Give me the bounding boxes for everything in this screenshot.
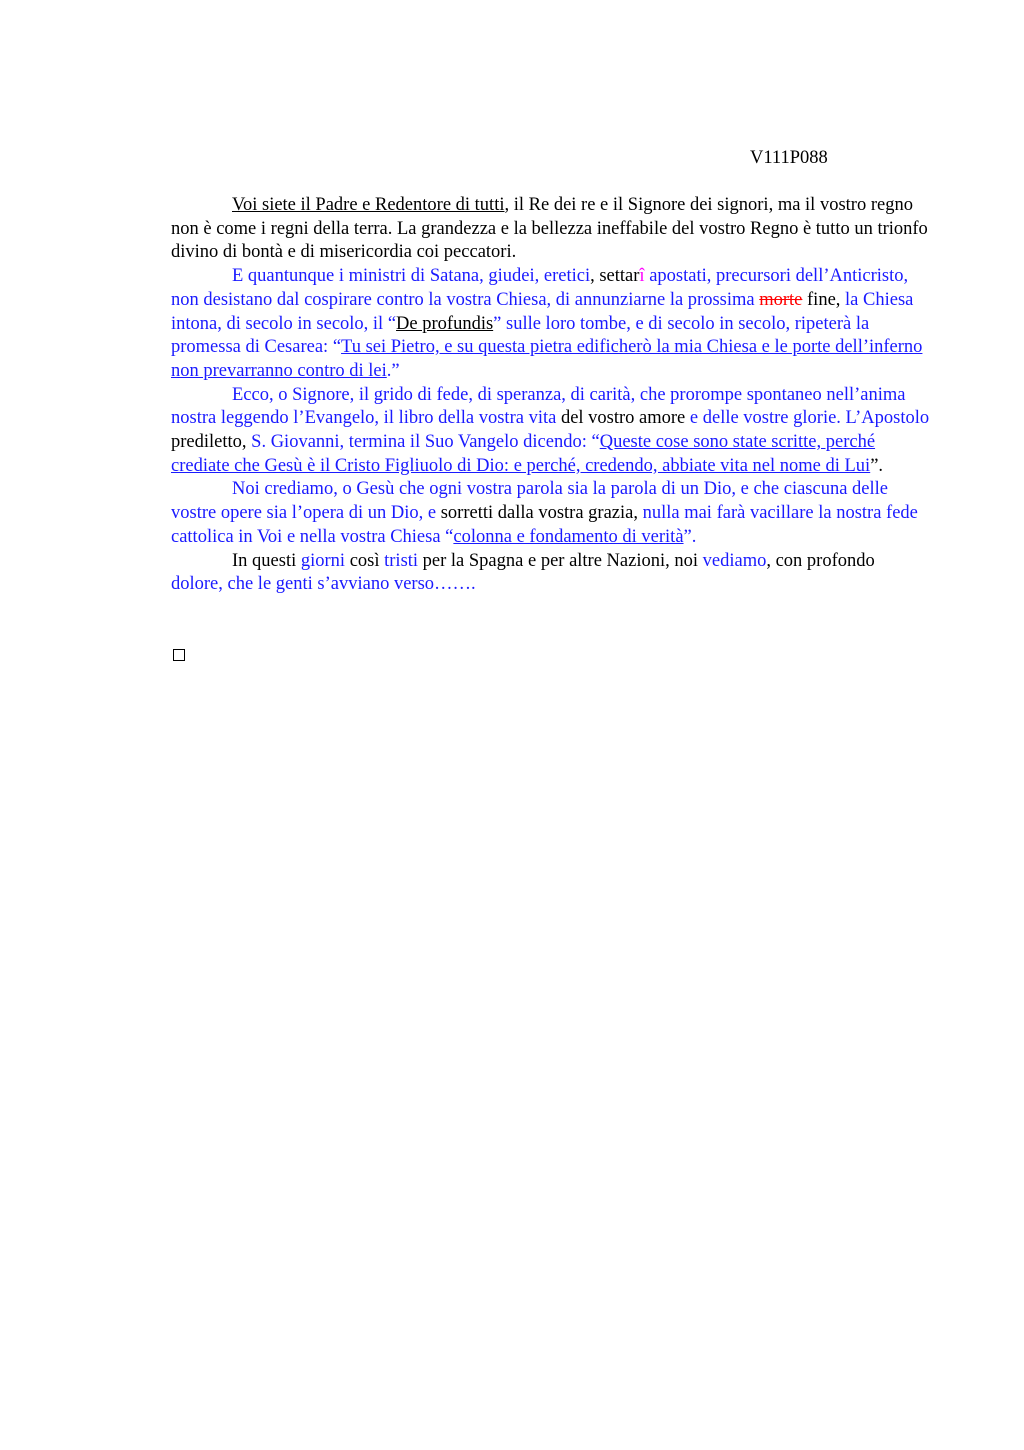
paragraph-4: [171, 478, 931, 549]
text-run: Noi crediamo, o Gesù che ogni vostra parola sia la parola di un Dio, e che ciascuna delle vostre opere sia l’opera di un Dio, e: [171, 479, 889, 524]
text-run: e delle vostre glorie. L’Apostolo: [689, 408, 930, 429]
paragraph-2: [171, 265, 931, 384]
quote-text-run: Tu sei Pietro, e su questa pietra edificherò la mia Chiesa e le porte dell’inferno non prevarranno contro di lei: [171, 337, 923, 381]
text-run: dolore, che le genti s’avviano verso…….: [171, 574, 476, 595]
text-run: ”.: [683, 526, 697, 547]
text-run: vediamo: [702, 550, 767, 571]
text-run: nulla mai farà vacillare la nostra fede cattolica in Voi e nella vostra Chiesa “: [171, 503, 918, 547]
text-run: tristi: [384, 550, 419, 571]
text-run: apostati, precursori dell’Anticristo, non desistano dal cospirare contro la vostra Chiesa, di annunziarne la prossima: [171, 266, 909, 310]
deleted-text-run: morte: [759, 289, 803, 310]
text-run: S. Giovanni, termina il Suo Vangelo dicendo: “: [251, 432, 600, 453]
text-run: In questi: [232, 550, 301, 571]
paragraph-5: [171, 550, 931, 597]
text-run: fine,: [802, 289, 846, 310]
page-id: V111P088: [750, 148, 828, 168]
quote-text-run: colonna e fondamento di verità: [453, 526, 684, 547]
text-run: De profundis: [396, 313, 494, 334]
text-run: sorretti dalla vostra grazia,: [436, 503, 643, 524]
text-run: , il Re dei re e il Signore dei signori, ma il vostro regno non è come i regni della terra. La grandezza e la bellezza ineffabile del vostro Regno è tutto un trionfo divino di bontà e di misericordia coi peccatori.: [171, 195, 928, 263]
paragraph-3: [171, 384, 931, 479]
text-run: î: [639, 266, 645, 287]
text-run: la Chiesa intona, di secolo in secolo, il “: [171, 289, 914, 334]
text-run: E quantunque i ministri di Satana, giudei, eretici: [232, 266, 591, 287]
text-run: , settar: [590, 266, 640, 287]
quote-text-run: Queste cose sono state scritte, perché crediate che Gesù è il Cristo Figliuolo di Dio: e perché, credendo, abbiate vita nel nome di Lui: [171, 432, 876, 476]
text-run: giorni: [300, 550, 346, 571]
text-run: ” sulle loro tombe, e di secolo in secolo, ripeterà la promessa di Cesarea: “: [171, 313, 870, 358]
paragraph-1: [171, 194, 931, 265]
text-run: Ecco, o Signore, il grido di fede, di speranza, di carità, che prorompe spontaneo nell’anima nostra leggendo l’Evangelo, il libro della vostra vita: [171, 384, 906, 429]
text-run: del vostro amore: [556, 408, 690, 429]
text-run: .”: [386, 360, 400, 381]
document-body: [171, 194, 931, 597]
text-run: , con profondo: [766, 550, 875, 571]
text-run: ”.: [870, 455, 884, 476]
end-box-marker: [173, 649, 185, 661]
text-run: prediletto,: [171, 432, 252, 453]
text-run: per la Spagna e per altre Nazioni, noi: [418, 550, 703, 571]
text-run: così: [345, 550, 385, 571]
text-run: Voi siete il Padre e Redentore di tutti: [232, 195, 505, 215]
